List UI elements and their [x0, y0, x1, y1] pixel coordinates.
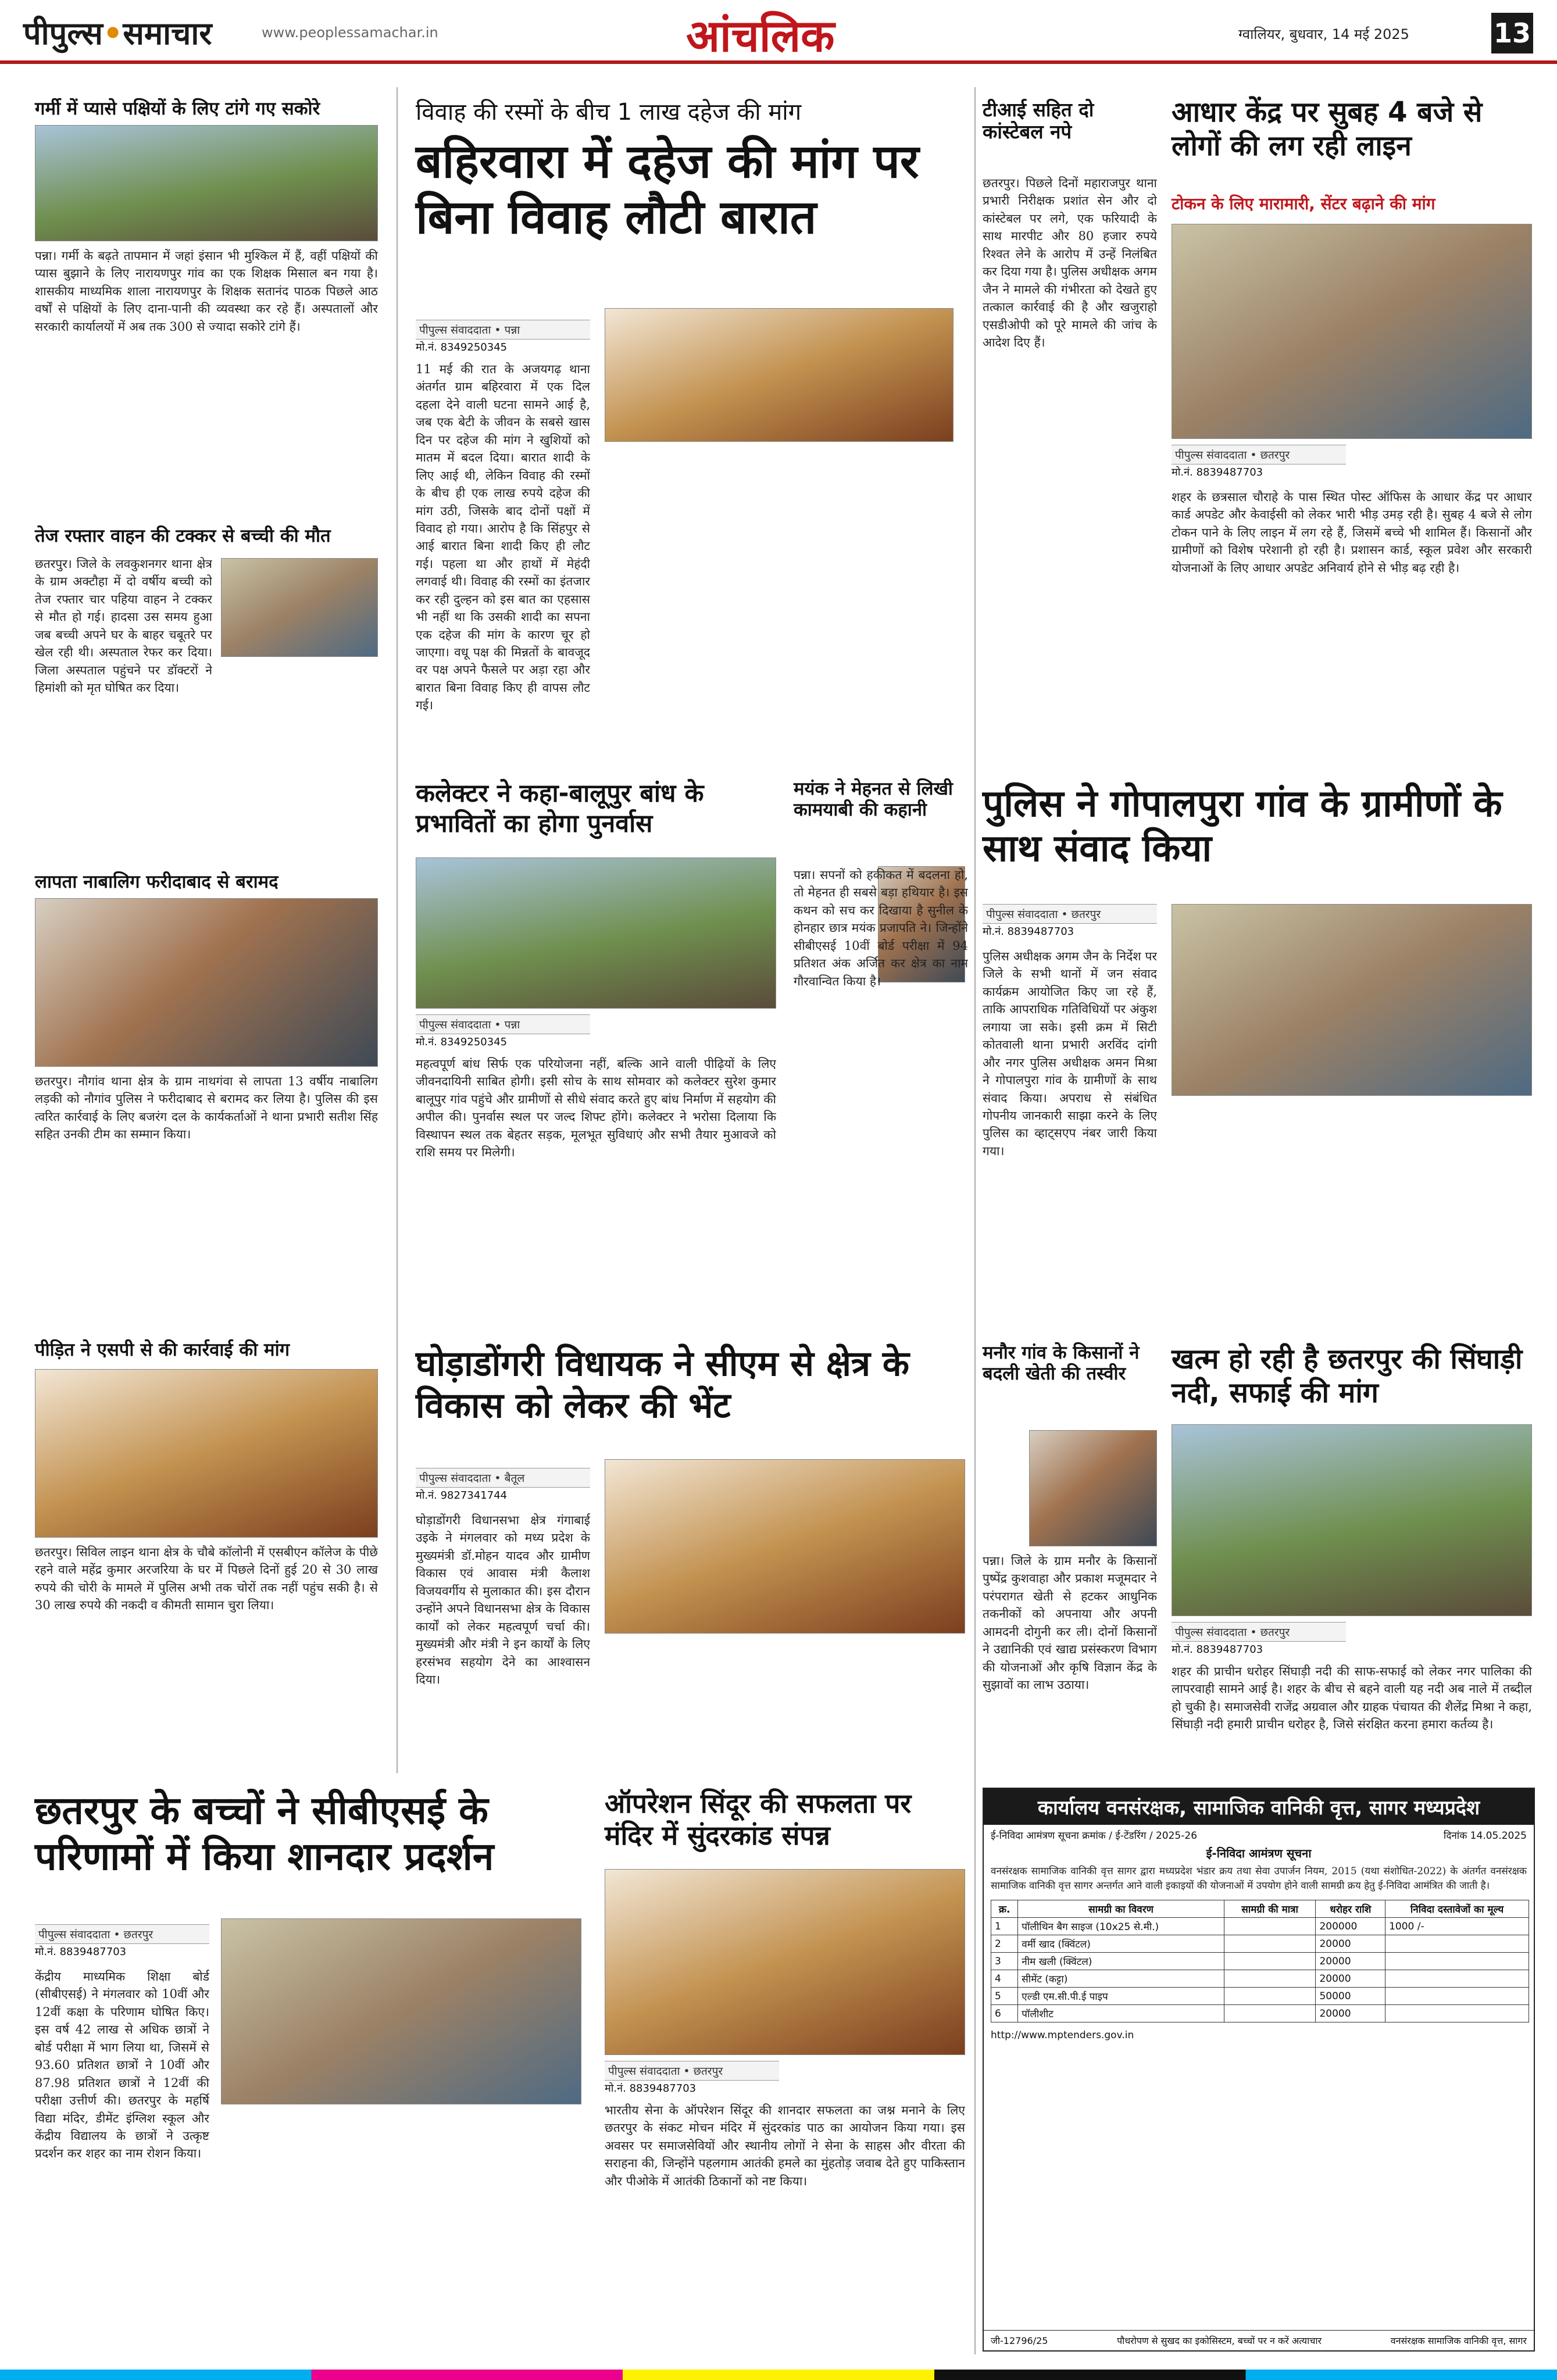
table-cell: 20000 [1316, 1953, 1385, 1970]
singhadi-text: शहर की प्राचीन धरोहर सिंघाड़ी नदी की साफ-सफाई को लेकर नगर पालिका की लापरवाही सामने आई है। शहर के बीच से बहने वाली यह नदी अब नाले में तब्दील हो चुकी है। समाजसेवी राजेंद्र अग्रवाल और ग्राहक पंचायत की शैलेंद्र मिश्रा ने कहा, सिंघाड़ी नदी हमारी प्राचीन धरोहर है, जिसे संरक्षित करना हमारा कर्तव्य है। [1172, 1664, 1532, 1732]
notice-table-header: धरोहर राशि [1316, 1900, 1385, 1918]
tai-headline: टीआई सहित दो कांस्टेबल नपे [983, 98, 1094, 143]
missing-text: छतरपुर। नौगांव थाना क्षेत्र के ग्राम नाथगंवा से लापता 13 वर्षीय नाबालिग लड़की को नौगांव पुलिस ने फरीदाबाद से बरामद कर लिया है। पुलिस की इस त्वरित कार्रवाई के लिए बजरंग दल के कार्यकर्ताओं ने थाना प्रभारी सतीश सिंह सहित उनकी टीम का सम्मान किया। [35, 1074, 378, 1142]
mayank-text: पन्ना। सपनों को हकीकत में बदलना हो, तो मेहनत ही सबसे बड़ा हथियार है। इस कथन को सच कर दिखाया है सुनील के होनहार छात्र मयंक प्रजापति ने। जिन्होंने सीबीएसई 10वीं बोर्ड परीक्षा में 94 प्रतिशत अंक अर्जित कर क्षेत्र का नाम गौरवान्वित किया है। [794, 868, 968, 988]
table-cell: 1000 /- [1385, 1918, 1529, 1935]
sp-text: छतरपुर। सिविल लाइन थाना क्षेत्र के चौबे कॉलोनी में एसबीएन कॉलेज के पीछे रहने वाले महेंद्र कुमार अरजरिया के घर में पिछले दिनों हुई 20 से 30 लाख रुपये की चोरी के मामले में पुलिस अभी तक चोरों तक नहीं पहुंच सकी है। से 30 लाख रुपये की नकदी व कीमती सामान चुरा लिया। [35, 1545, 378, 1613]
accident-text: छतरपुर। जिले के लवकुशनगर थाना क्षेत्र के ग्राम अक्टौहा में दो वर्षीय बच्ची को तेज रफ्तार चार पहिया वाहन ने टक्कर से मौत हो गई। हादसा उस समय हुआ जब बच्ची अपने घर के बाहर चबूतरे पर खेल रही थी। अस्पताल रेफर कर दिया। जिला अस्पताल पहुंचने पर डॉक्टरों ने हिमांशी को मृत घोषित कर दिया। [35, 557, 212, 695]
section-title: आंचलिक [686, 10, 835, 62]
notice-date: दिनांक 14.05.2025 [1443, 1830, 1527, 1842]
table-cell [1385, 1970, 1529, 1988]
table-cell: 1 [991, 1918, 1018, 1935]
table-cell: सीमेंट (कट्टा) [1018, 1970, 1224, 1988]
table-cell [1385, 1988, 1529, 2005]
singhadi-headline: खत्म हो रही है छतरपुर की सिंघाड़ी नदी, सफाई की मांग [1172, 1343, 1523, 1409]
table-cell [1385, 1953, 1529, 1970]
table-cell: 4 [991, 1970, 1018, 1988]
table-cell: 20000 [1316, 2005, 1385, 2022]
table-cell: 2 [991, 1935, 1018, 1953]
ghodadongri-headline: घोड़ाडोंगरी विधायक ने सीएम से क्षेत्र के विकास को लेकर की भेंट [416, 1343, 909, 1426]
table-cell: 20000 [1316, 1970, 1385, 1988]
dowry-mobile: मो.नं. 8349250345 [416, 341, 508, 353]
cbse-photo [221, 1918, 581, 2104]
notice-website: http://www.mptenders.gov.in [991, 2029, 1134, 2042]
singhadi-byline: पीपुल्स संवाददाता • छतरपुर [1172, 1622, 1346, 1642]
notice-title: कार्यालय वनसंरक्षक, सामाजिक वानिकी वृत्त, सागर मध्यप्रदेश [984, 1789, 1534, 1825]
table-row [991, 1988, 1529, 2005]
manaur-photo [1029, 1430, 1157, 1546]
aadhaar-subhead: टोकन के लिए मारामारी, सेंटर बढ़ाने की मांग [1172, 194, 1435, 213]
notice-table [991, 1900, 1529, 2022]
sindoor-photo [605, 1869, 965, 2055]
ghodadongri-byline: पीपुल्स संवाददाता • बैतूल [416, 1468, 590, 1488]
table-cell: पॉलीशीट [1018, 2005, 1224, 2022]
table-cell: 200000 [1316, 1918, 1385, 1935]
table-cell: 6 [991, 2005, 1018, 2022]
table-cell: 50000 [1316, 1988, 1385, 2005]
birds-text: पन्ना। गर्मी के बढ़ते तापमान में जहां इंसान भी मुश्किल में हैं, वहीं पक्षियों की प्यास बुझाने के लिए नारायणपुर गांव का एक शिक्षक मिसाल बन गया है। शासकीय माध्यमिक शाला नारायणपुर के शिक्षक सतानंद पाठक पिछले आठ वर्षों से पक्षियों के लिए दाना-पानी की व्यवस्था कर रहे हैं। अस्पतालों और सरकारी कार्यालयों में अब तक 300 से ज्यादा सकोरे टांगे हैं। [35, 249, 378, 334]
table-cell: एल्डी एम.सी.पी.ई पाइप [1018, 1988, 1224, 2005]
manaur-headline: मनौर गांव के किसानों ने बदली खेती की तस्वीर [983, 1342, 1140, 1384]
notice-table-header: सामग्री की मात्रा [1224, 1900, 1316, 1918]
aadhaar-byline: पीपुल्स संवाददाता • छतरपुर [1172, 445, 1346, 464]
table-cell: वर्मी खाद (क्विंटल) [1018, 1935, 1224, 1953]
table-row [991, 2005, 1529, 2022]
table-row [991, 1953, 1529, 1970]
table-cell [1385, 2005, 1529, 2022]
sindoor-byline: पीपुल्स संवाददाता • छतरपुर [605, 2061, 779, 2081]
missing-headline: लापता नाबालिग फरीदाबाद से बरामद [35, 871, 278, 892]
notice-table-header: क्र. [991, 1900, 1018, 1918]
column-rule [397, 87, 398, 1773]
cbse-mobile: मो.नं. 8839487703 [35, 1946, 127, 1958]
sp-headline: पीड़ित ने एसपी से की कार्रवाई की मांग [35, 1339, 290, 1360]
table-cell [1224, 1970, 1316, 1988]
table-row [991, 1918, 1529, 1935]
notice-table-header: सामग्री का विवरण [1018, 1900, 1224, 1918]
gopalpura-headline: पुलिस ने गोपालपुरा गांव के ग्रामीणों के साथ संवाद किया [983, 782, 1502, 870]
ghodadongri-mobile: मो.नं. 9827341744 [416, 1489, 508, 1502]
gopalpura-byline: पीपुल्स संवाददाता • छतरपुर [983, 904, 1157, 924]
dowry-headline: बहिरवारा में दहेज की मांग पर बिना विवाह लौटी बारात [416, 134, 919, 244]
singhadi-mobile: मो.नं. 8839487703 [1172, 1643, 1263, 1656]
sindoor-headline: ऑपरेशन सिंदूर की सफलता पर मंदिर में सुंदरकांड संपन्न [605, 1788, 912, 1852]
ghodadongri-photo [605, 1459, 965, 1634]
sindoor-mobile: मो.नं. 8839487703 [605, 2082, 697, 2095]
dateline: ग्वालियर, बुधवार, 14 मई 2025 [1238, 26, 1409, 42]
table-cell [1385, 1935, 1529, 1953]
notice-footer-right: वनसंरक्षक सामाजिक वानिकी वृत्त, सागर [1390, 2335, 1527, 2346]
cbse-text: केंद्रीय माध्यमिक शिक्षा बोर्ड (सीबीएसई) ने मंगलवार को 10वीं और 12वीं कक्षा के परिणाम घोषित किए। इस वर्ष 42 लाख से अधिक छात्रों ने बोर्ड परीक्षा में भाग लिया था, जिसमें से 93.60 प्रतिशत छात्रों ने 10वीं और 87.98 प्रतिशत छात्रों ने 12वीं की परीक्षा उत्तीर्ण की। छतरपुर के महर्षि विद्या मंदिर, डीमेंट इंग्लिश स्कूल और केंद्रीय विद्यालय के छात्रों ने उत्कृष्ट प्रदर्शन कर शहर का नाम रोशन किया। [35, 1970, 209, 2161]
gopalpura-text: पुलिस अधीक्षक अगम जैन के निर्देश पर जिले के सभी थानों में जन संवाद कार्यक्रम आयोजित किए जा रहे हैं, ताकि आपराधिक गतिविधियों पर अंकुश लगाया जा सके। इसी क्रम में सिटी कोतवाली थाना प्रभारी अरविंद दांगी और नगर पुलिस अधीक्षक अमन मिश्रा ने गोपालपुरा गांव के ग्रामीणों के साथ संवाद किया। अपराध से संबंधित गोपनीय जानकारी साझा करने के लिए पुलिस का व्हाट्सएप नंबर जारी किया गया। [983, 949, 1157, 1158]
dowry-kicker: विवाह की रस्मों के बीच 1 लाख दहेज की मांग [416, 99, 802, 126]
table-cell [1224, 2005, 1316, 2022]
color-registration-bar [0, 2370, 1557, 2380]
balupur-headline: कलेक्टर ने कहा-बालूपुर बांध के प्रभावितों का होगा पुनर्वास [416, 779, 704, 838]
table-cell: 5 [991, 1988, 1018, 2005]
notice-intro: वनसंरक्षक सामाजिक वानिकी वृत्त सागर द्वारा मध्यप्रदेश भंडार क्रय तथा सेवा उपार्जन नियम, 2015 (यथा संशोधित-2022) के अंतर्गत वनसंरक्षक सामाजिक वानिकी वृत्त सागर अन्तर्गत आने वाली इकाइयों की योजनाओं में उपयोग होने वाली सामग्री क्रय हेतु ई-निविदा आमंत्रित की जाती है। [991, 1866, 1527, 1892]
aadhaar-mobile: मो.नं. 8839487703 [1172, 466, 1263, 478]
balupur-byline: पीपुल्स संवाददाता • पन्ना [416, 1014, 590, 1034]
tai-text: छतरपुर। पिछले दिनों महाराजपुर थाना प्रभारी निरीक्षक प्रशांत सेन और दो कांस्टेबल पर लगे, एक फरियादी के साथ मारपीट और 80 हजार रुपये रिश्वत लेने के आरोप में उन्हें निलंबित कर दिया गया है। पुलिस अधीक्षक अगम जैन ने मामले की गंभीरता को देखते हुए तत्काल कार्रवाई की है और खजुराहो एसडीओपी को पूरे मामले की जांच के आदेश दिए हैं। [983, 176, 1157, 349]
notice-table-header: निविदा दस्तावेजों का मूल्य [1385, 1900, 1529, 1918]
singhadi-photo [1172, 1424, 1532, 1616]
table-cell: नीम खली (क्विंटल) [1018, 1953, 1224, 1970]
manaur-text: पन्ना। जिले के ग्राम मनौर के किसानों पुष्पेंद्र कुशवाहा और प्रकाश मजूमदार ने परंपरागत खेती से हटकर आधुनिक तकनीकों को अपनाया और अपनी आमदनी दोगुनी कर ली। दोनों किसानों ने उद्यानिकी एवं खाद्य प्रसंस्करण विभाग की योजनाओं और कृषि विज्ञान केंद्र के सुझावों का लाभ उठाया। [983, 1554, 1157, 1692]
newspaper-logo: पीपुल्स•समाचार [23, 15, 212, 52]
dowry-text: 11 मई की रात के अजयगढ़ थाना अंतर्गत ग्राम बहिरवारा में एक दिल दहला देने वाली घटना सामने आई है, जब एक बेटी के जीवन के सबसे खास दिन पर दहेज की मांग ने खुशियों को मातम में बदल दिया। बारात शादी के लिए आई थी, लेकिन विवाह की रस्मों के बीच ही एक लाख रुपये दहेज की मांग उठी, जिसके बाद दोनों पक्षों में विवाद हो गया। आरोप है कि सिंहपुर से आई बारात बिना शादी किए ही लौट गई। पहला था और हाथों में मेहंदी लगवाई थी। विवाह की रस्मों का इंतजार कर रही दुल्हन को इस बात का एहसास भी नहीं था कि उसकी शादी का सपना एक दहेज की मांग के कारण चूर हो जाएगा। वधू पक्ष की मिन्नतों के बावजूद वर पक्ष अपने फैसले पर अड़ा रहा और बारात बिना विवाह किए ही वापस लौट गई। [416, 362, 590, 713]
notice-footer-left: जी-12796/25 [991, 2335, 1048, 2346]
gopalpura-mobile: मो.नं. 8839487703 [983, 925, 1074, 938]
table-cell: पॉलीथिन बैग साइज (10x25 से.मी.) [1018, 1918, 1224, 1935]
table-cell [1224, 1988, 1316, 2005]
notice-ref: ई-निविदा आमंत्रण सूचना क्रमांक / ई-टेंडरिंग / 2025-26 [991, 1830, 1198, 1842]
mayank-headline: मयंक ने मेहनत से लिखी कामयाबी की कहानी [794, 778, 953, 820]
table-cell [1224, 1918, 1316, 1935]
dowry-photo [605, 308, 954, 442]
sp-photo [35, 1369, 378, 1538]
accident-photo [221, 558, 378, 657]
ghodadongri-text: घोड़ाडोंगरी विधानसभा क्षेत्र गंगाबाई उइके ने मंगलवार को मध्य प्रदेश के मुख्यमंत्री डॉ.मोहन यादव और ग्रामीण विकास एवं आवास मंत्री कैलाश विजयवर्गीय से मुलाकात की। इस दौरान उन्होंने अपने विधानसभा क्षेत्र के विकास कार्यों को लेकर महत्वपूर्ण चर्चा की। मुख्यमंत्री और मंत्री ने इन कार्यों के लिए हरसंभव सहयोग देने का आश्वासन दिया। [416, 1513, 590, 1686]
sindoor-text: भारतीय सेना के ऑपरेशन सिंदूर की शानदार सफलता का जश्न मनाने के लिए छतरपुर के संकट मोचन मंदिर में सुंदरकांड पाठ का आयोजन किया गया। इस अवसर पर समाजसेवियों और स्थानीय लोगों ने सेना के साहस और वीरता की सराहना की, जिन्होंने पहलगाम आतंकी हमले का मुंहतोड़ जवाब देते हुए पाकिस्तान और पीओके में आतंकी ठिकानों को नष्ट किया। [605, 2103, 965, 2188]
table-cell: 3 [991, 1953, 1018, 1970]
table-cell [1224, 1953, 1316, 1970]
column-rule [974, 87, 976, 2354]
tender-notice [983, 1788, 1535, 2352]
website-url: www.peoplessamachar.in [262, 24, 438, 41]
birds-headline: गर्मी में प्यासे पक्षियों के लिए टांगे गए सकोरे [35, 98, 320, 119]
balupur-text: महत्वपूर्ण बांध सिर्फ एक परियोजना नहीं, बल्कि आने वाली पीढ़ियों के लिए जीवनदायिनी साबित होगी। इसी सोच के साथ सोमवार को कलेक्टर सुरेश कुमार बालूपुर गांव पहुंचे और ग्रामीणों से सीधे संवाद करते हुए बांध निर्माण में सहयोग की अपील की। पुनर्वास स्थल पर जल्द शिफ्ट होंगे। कलेक्टर ने भरोसा दिलाया कि विस्थापन स्थल तक बेहतर सड़क, मूलभूत सुविधाएं और सभी तैयार मुआवजे को राशि समय पर मिलेगी। [416, 1057, 776, 1160]
balupur-mobile: मो.नं. 8349250345 [416, 1036, 508, 1048]
aadhaar-photo [1172, 224, 1532, 439]
gopalpura-photo [1172, 904, 1532, 1096]
missing-photo [35, 898, 378, 1067]
balupur-photo [416, 857, 776, 1009]
birds-photo [35, 125, 378, 241]
accident-headline: तेज रफ्तार वाहन की टक्कर से बच्ची की मौत [35, 526, 331, 546]
notice-subtitle: ई-निविदा आमंत्रण सूचना [1206, 1846, 1312, 1860]
table-cell: 20000 [1316, 1935, 1385, 1953]
dowry-byline: पीपुल्स संवाददाता • पन्ना [416, 320, 590, 340]
cbse-headline: छतरपुर के बच्चों ने सीबीएसई के परिणामों में किया शानदार प्रदर्शन [35, 1788, 494, 1879]
table-row [991, 1935, 1529, 1953]
aadhaar-headline: आधार केंद्र पर सुबह 4 बजे से लोगों की लग रही लाइन [1172, 96, 1483, 162]
page-number: 13 [1491, 13, 1533, 53]
notice-footer-mid: पौधरोपण से सुखद का इकोसिस्टम, बच्चों पर न करें अत्याचार [1117, 2335, 1322, 2346]
aadhaar-text: शहर के छत्रसाल चौराहे के पास स्थित पोस्ट ऑफिस के आधार केंद्र पर आधार कार्ड अपडेट और केवाईसी को लेकर भारी भीड़ उमड़ रही है। सुबह 4 बजे से लोग टोकन पाने के लिए लाइन में लग रहे हैं, जिसमें बच्चे भी शामिल हैं। किसानों और ग्रामीणों को विशेष परेशानी हो रही है। प्रशासन कार्ड, स्कूल प्रवेश और सरकारी योजनाओं के लिए आधार अपडेट अनिवार्य होने से भीड़ बढ़ रही है। [1172, 490, 1532, 575]
table-cell [1224, 1935, 1316, 1953]
table-row [991, 1970, 1529, 1988]
cbse-byline: पीपुल्स संवाददाता • छतरपुर [35, 1924, 209, 1944]
